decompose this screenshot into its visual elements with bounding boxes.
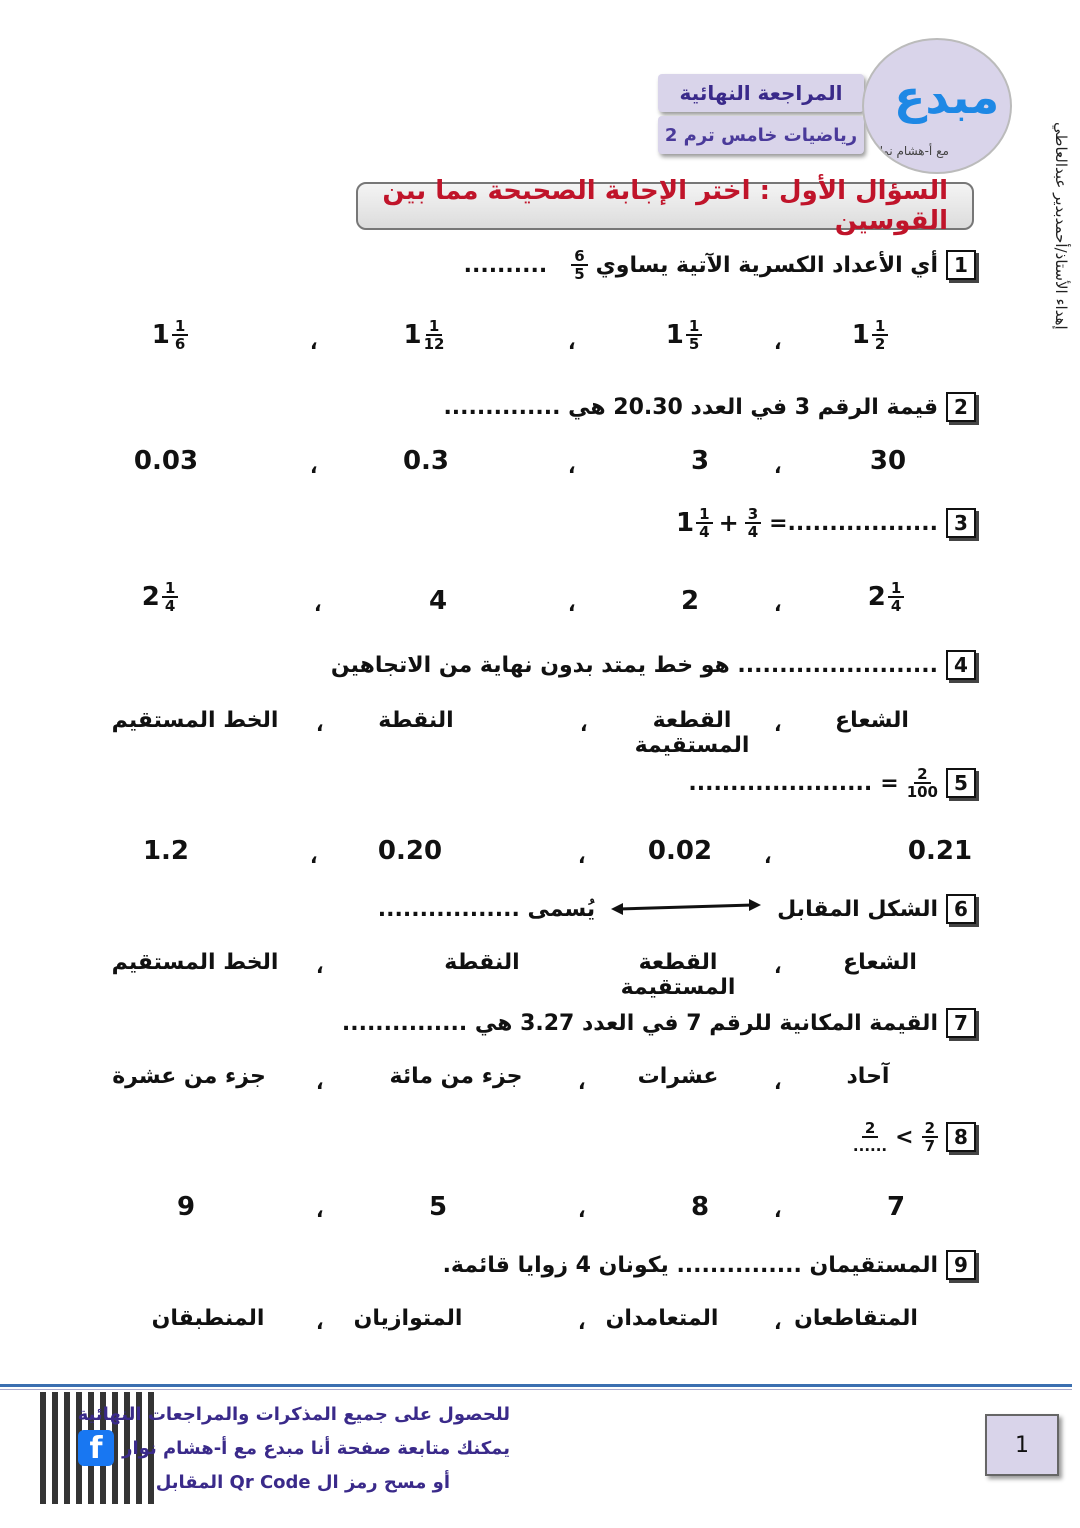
option[interactable]: 0.20 (377, 836, 443, 866)
dedication-text: إهداء الأستاذ/أحمدبدير عبدالعاطي (1052, 122, 1070, 330)
separator: ، (314, 592, 322, 616)
question-9 (443, 1250, 976, 1280)
question-4 (331, 650, 976, 680)
option[interactable]: 0.03 (133, 446, 199, 476)
header-title-box (658, 74, 864, 112)
option[interactable]: جزء من مائة (389, 1064, 523, 1089)
separator: ، (578, 1310, 586, 1334)
option[interactable]: 3 (690, 446, 710, 476)
answer-blank: ...................... (688, 770, 873, 796)
question-text: القيمة المكانية للرقم 7 في العدد 3.27 هي ............... (341, 1010, 938, 1036)
separator: ، (568, 592, 576, 616)
header-subtitle-box (658, 116, 864, 154)
question-number: 6 (946, 894, 976, 924)
separator: ، (316, 954, 324, 978)
question-number: 7 (946, 1008, 976, 1038)
question-2 (443, 392, 976, 422)
brand-logo (862, 38, 1012, 174)
question-number: 9 (946, 1250, 976, 1280)
option[interactable]: 4 (428, 586, 448, 616)
section-title (356, 176, 974, 236)
option[interactable]: الخط المستقيم (111, 708, 279, 733)
question-6 (378, 894, 976, 924)
question-5 (688, 766, 976, 800)
answer-blank: .......... (463, 252, 548, 278)
separator: ، (310, 844, 318, 868)
option[interactable]: المنطبقان (151, 1306, 265, 1331)
option[interactable]: 2 $\frac{1}{4}$ (80, 580, 240, 614)
separator: ، (578, 1198, 586, 1222)
header-title: المراجعة النهائية (679, 81, 843, 105)
equals-sign: = (880, 770, 899, 796)
option[interactable]: 1 $\frac{1}{2}$ (790, 318, 950, 352)
separator: ، (316, 712, 324, 736)
separator: ، (774, 454, 782, 478)
question-number: 8 (946, 1122, 976, 1152)
option[interactable]: آحاد (846, 1064, 890, 1089)
separator: ، (774, 1070, 782, 1094)
expression: 1 $\frac{1}{4}$ + $\frac{3}{4}$ (676, 506, 761, 540)
question-text: أي الأعداد الكسرية الآتية يساوي (595, 252, 938, 278)
footer-line-3: أو مسح رمز ال Qr Code المقابل (155, 1472, 450, 1493)
option[interactable]: 2 $\frac{1}{4}$ (806, 580, 966, 614)
option[interactable]: الشعاع (835, 708, 909, 733)
fraction: $\frac{2}{7}$ (922, 1120, 938, 1154)
footer-divider-thin (0, 1389, 1072, 1390)
facebook-icon: f (78, 1430, 114, 1466)
question-text: الشكل المقابل (777, 896, 938, 922)
separator: ، (316, 1070, 324, 1094)
separator: ، (764, 844, 772, 868)
separator: ، (578, 1070, 586, 1094)
option[interactable]: الشعاع (843, 950, 917, 975)
option[interactable]: النقطة (378, 708, 454, 733)
separator: ، (580, 712, 588, 736)
separator: ، (774, 330, 782, 354)
option[interactable]: المتوازيان (353, 1306, 463, 1331)
logo-subtitle: مع أ-هشام نوار (874, 144, 949, 158)
option[interactable]: جزء من عشرة (112, 1064, 266, 1089)
separator: ، (316, 1198, 324, 1222)
section-title-text: السؤال الأول : اختر الإجابة الصحيحة مما بين القوسين (382, 176, 948, 236)
option[interactable]: الخط المستقيم (111, 950, 279, 975)
option[interactable]: المتعامدان (605, 1306, 719, 1331)
header-subtitle: رياضيات خامس ترم 2 (664, 124, 858, 146)
option[interactable]: 0.02 (647, 836, 713, 866)
question-7 (342, 1008, 976, 1038)
separator: ، (774, 592, 782, 616)
question-8 (853, 1120, 976, 1154)
greater-than-sign: > (895, 1124, 914, 1150)
question-number: 3 (946, 508, 976, 538)
footer-line-2: يمكنك متابعة صفحة أنا مبدع مع أ-هشام نوار (122, 1438, 510, 1459)
separator: ، (774, 954, 782, 978)
option[interactable]: المتقاطعان (794, 1306, 918, 1331)
answer-blank: =.................. (769, 510, 938, 536)
line-figure (611, 899, 761, 919)
question-text: المستقيمان ............... يكونان 4 زوايا قائمة. (442, 1252, 938, 1278)
page-number (985, 1414, 1059, 1476)
option[interactable]: 30 (869, 446, 907, 476)
option[interactable]: عشرات (637, 1064, 719, 1089)
option[interactable]: 1 $\frac{1}{6}$ (90, 318, 250, 352)
question-text: ........................ هو خط يمتد بدون نهاية من الاتجاهين (330, 652, 938, 678)
page-number-text: 1 (1015, 1432, 1029, 1458)
question-number: 2 (946, 392, 976, 422)
separator: ، (568, 454, 576, 478)
option[interactable]: 5 (428, 1192, 448, 1222)
option[interactable]: 1.2 (142, 836, 190, 866)
option[interactable]: 9 (176, 1192, 196, 1222)
question-number: 4 (946, 650, 976, 680)
question-number: 5 (946, 768, 976, 798)
separator: ، (316, 1310, 324, 1334)
separator: ، (774, 1310, 782, 1334)
separator: ، (310, 454, 318, 478)
option[interactable]: 7 (886, 1192, 906, 1222)
question-3 (676, 506, 976, 540)
fraction: $\frac{2}{......}$ (852, 1119, 888, 1155)
option[interactable]: القطعة المستقيمة (634, 708, 750, 758)
separator: ، (310, 330, 318, 354)
question-text-2: يُسمى ................. (377, 896, 596, 922)
logo-word: مبدع (894, 70, 1000, 124)
separator: ، (578, 844, 586, 868)
fraction: $\frac{6}{5}$ (571, 248, 587, 282)
option[interactable]: 2 (680, 586, 700, 616)
option[interactable]: 8 (690, 1192, 710, 1222)
question-text: قيمة الرقم 3 في العدد 20.30 هي .............. (443, 394, 938, 420)
footer-divider (0, 1384, 1072, 1387)
footer-line-1: للحصول على جميع المذكرات والمراجعات النهائية (77, 1404, 510, 1425)
option[interactable]: القطعة المستقيمة (620, 950, 736, 1000)
question-number: 1 (946, 250, 976, 280)
option[interactable]: 0.21 (907, 836, 973, 866)
separator: ، (774, 1198, 782, 1222)
separator: ، (568, 330, 576, 354)
separator: ، (774, 712, 782, 736)
option[interactable]: 0.3 (402, 446, 450, 476)
option[interactable]: 1 $\frac{1}{5}$ (604, 318, 764, 352)
fraction: $\frac{2}{100}$ (906, 765, 938, 801)
question-1 (464, 248, 976, 282)
option[interactable]: النقطة (444, 950, 520, 975)
option[interactable]: 1 $\frac{1}{12}$ (403, 317, 445, 353)
